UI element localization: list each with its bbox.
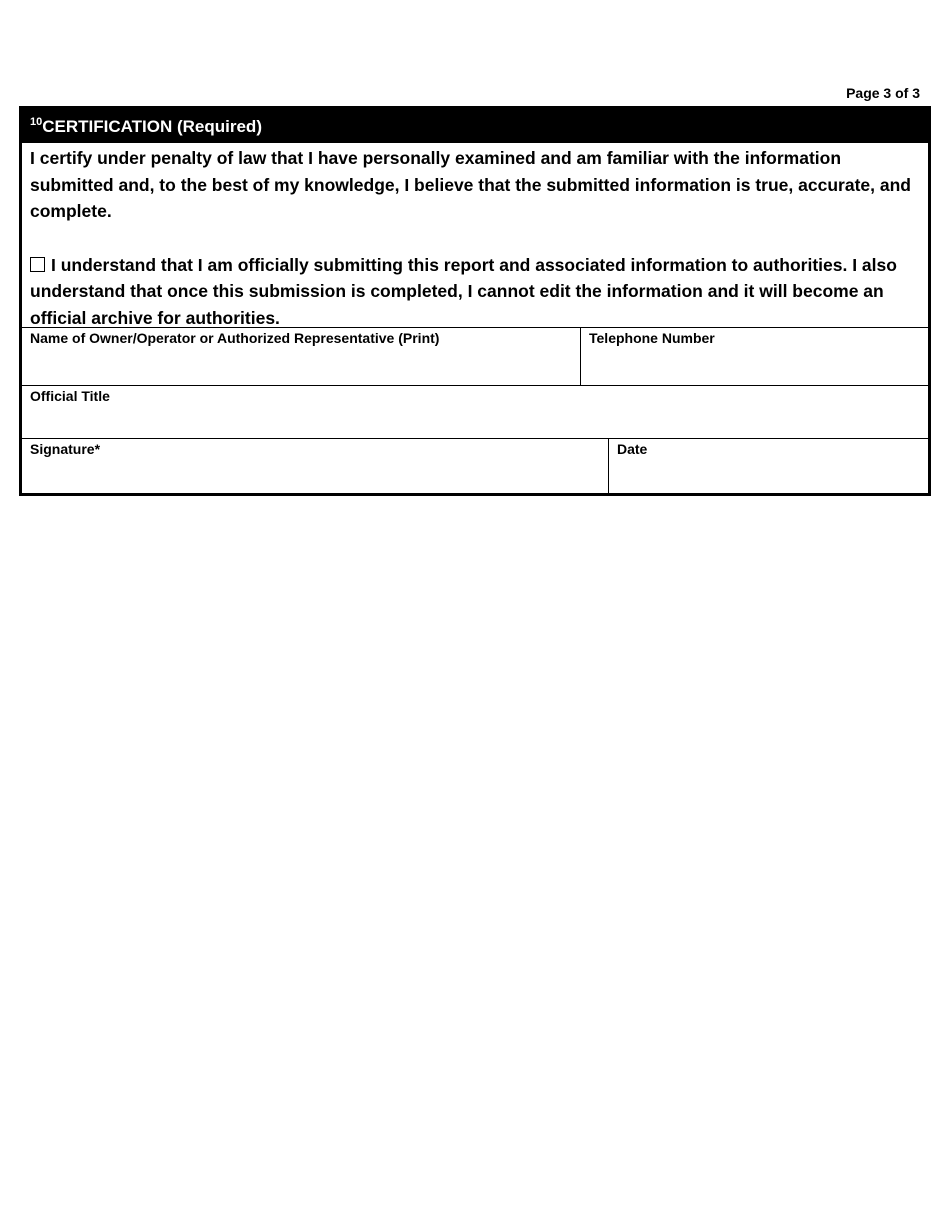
telephone-field[interactable] <box>580 328 928 385</box>
certification-statement-block <box>22 143 928 328</box>
signature-field[interactable] <box>22 439 608 493</box>
name-field[interactable] <box>22 328 580 385</box>
page-number: Page 3 of 3 <box>846 85 920 101</box>
section-header <box>22 109 928 143</box>
name-telephone-row <box>22 328 928 386</box>
official-title-label: Official Title <box>30 388 110 404</box>
section-number: 10 <box>30 116 43 128</box>
date-field[interactable] <box>608 439 928 493</box>
telephone-field-label: Telephone Number <box>589 330 715 346</box>
name-field-label: Name of Owner/Operator or Authorized Representative (Print) <box>30 330 440 346</box>
official-title-field[interactable] <box>22 386 928 438</box>
acknowledgement-text: I understand that I am officially submitting this report and associated information to authorities. I also understand that once this submission is completed, I cannot edit the information and it will become an official archive for authorities. <box>30 254 897 328</box>
official-title-row <box>22 386 928 439</box>
certification-section <box>19 106 931 496</box>
signature-date-row <box>22 439 928 493</box>
signature-field-label: Signature* <box>30 441 101 457</box>
section-title: CERTIFICATION (Required) <box>42 117 262 136</box>
date-field-label: Date <box>617 441 648 457</box>
acknowledgement-line <box>30 252 920 332</box>
acknowledgement-checkbox[interactable] <box>30 257 45 272</box>
spacer <box>30 225 920 252</box>
certification-statement: I certify under penalty of law that I have personally examined and am familiar with the information submitted and, to the best of my knowledge, I believe that the submitted information is true, accurate, and complete. <box>30 148 911 221</box>
